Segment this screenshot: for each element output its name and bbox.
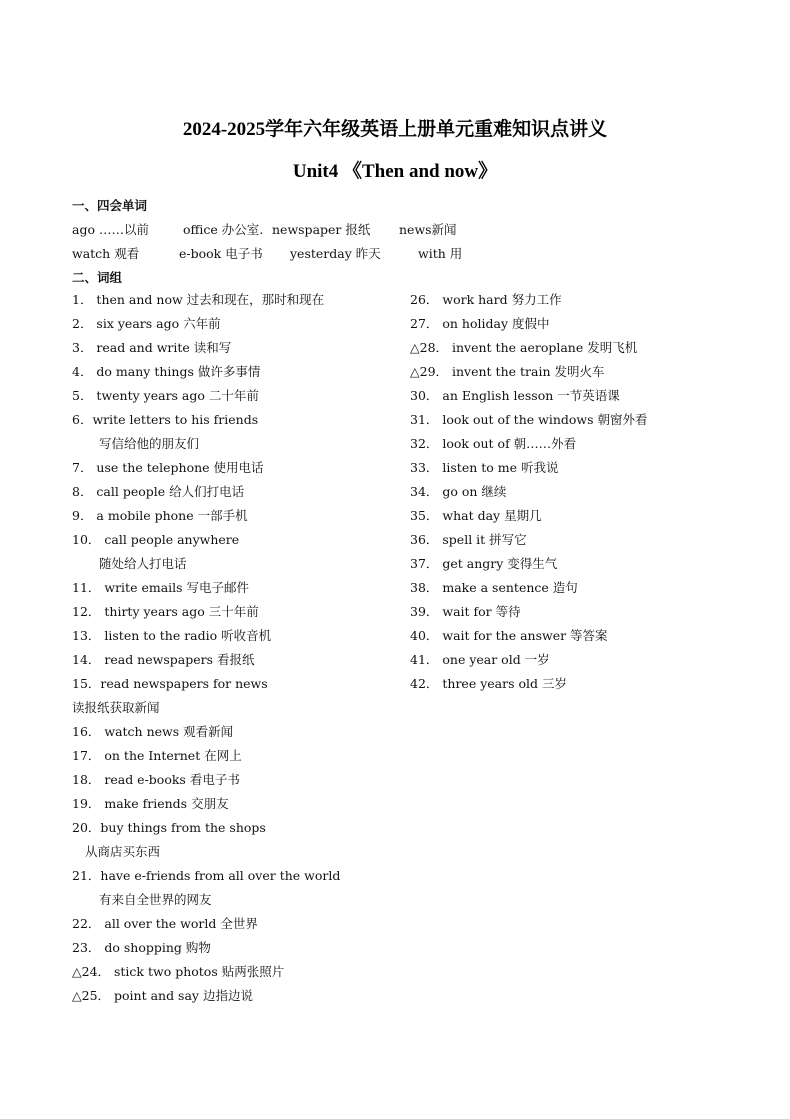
phrase-item: 5． twenty years ago 二十年前	[72, 388, 259, 403]
phrase-item: 42． three years old 三岁	[410, 676, 567, 691]
phrase-item: 6．write letters to his friends	[72, 412, 259, 427]
phrase-item: △25． point and say 边指边说	[72, 988, 253, 1003]
word-item: office 办公室.	[183, 222, 264, 237]
word-item: news新闻	[399, 222, 457, 237]
phrase-item: 19． make friends 交朋友	[72, 796, 229, 811]
phrase-item: 3． read and write 读和写	[72, 340, 232, 355]
phrase-item: △29． invent the train 发明火车	[410, 364, 605, 379]
phrase-item: 41． one year old 一岁	[410, 652, 550, 667]
phrase-item: 37． get angry 变得生气	[410, 556, 558, 571]
phrase-item: 1． then and now 过去和现在，那时和现在	[72, 292, 325, 307]
phrase-item: 23． do shopping 购物	[72, 940, 211, 955]
phrase-item: 18． read e-books 看电子书	[72, 772, 240, 787]
phrase-item: 12． thirty years ago 三十年前	[72, 604, 259, 619]
word-item: with 用	[418, 246, 463, 261]
phrase-item: 31． look out of the windows 朝窗外看	[410, 412, 648, 427]
phrase-item: 4． do many things 做许多事情	[72, 364, 261, 379]
phrase-translation: 随处给人打电话	[99, 556, 187, 571]
phrase-item: 38． make a sentence 造句	[410, 580, 578, 595]
phrase-item: 27． on holiday 度假中	[410, 316, 550, 331]
phrase-item: 33． listen to me 听我说	[410, 460, 559, 475]
phrase-item: 22． all over the world 全世界	[72, 916, 258, 931]
phrase-translation: 从商店买东西	[85, 844, 161, 859]
phrase-item: 39． wait for 等待	[410, 604, 521, 619]
word-item: watch 观看	[72, 246, 140, 261]
word-item: ago ……以前	[72, 222, 149, 237]
phrase-item: 16． watch news 观看新闻	[72, 724, 234, 739]
phrase-translation: 有来自全世界的网友	[99, 892, 212, 907]
phrase-item: 35． what day 星期几	[410, 508, 542, 523]
phrase-item: 7． use the telephone 使用电话	[72, 460, 264, 475]
phrase-item: 14． read newspapers 看报纸	[72, 652, 255, 667]
phrase-item: 20．buy things from the shops	[72, 820, 266, 835]
phrase-translation: 写信给他的朋友们	[99, 436, 200, 451]
phrase-item: 36． spell it 拼写它	[410, 532, 527, 547]
phrase-item: 11． write emails 写电子邮件	[72, 580, 250, 595]
phrase-item: 40． wait for the answer 等答案	[410, 628, 608, 643]
phrase-item: 2． six years ago 六年前	[72, 316, 221, 331]
phrase-item: 30． an English lesson 一节英语课	[410, 388, 620, 403]
phrase-item: 34． go on 继续	[410, 484, 507, 499]
phrase-item: 26． work hard 努力工作	[410, 292, 562, 307]
document-subtitle: Unit4 《Then and now》	[292, 161, 498, 182]
word-item: e-book 电子书	[179, 246, 263, 261]
phrase-item: 10． call people anywhere	[72, 532, 240, 547]
phrase-item: 17． on the Internet 在网上	[72, 748, 242, 763]
phrase-item: 9． a mobile phone 一部手机	[72, 508, 248, 523]
phrase-item: △24． stick two photos 贴两张照片	[72, 964, 285, 979]
word-item: newspaper 报纸	[272, 222, 371, 237]
section-heading-phrases: 二、词组	[72, 270, 123, 285]
phrase-item: △28． invent the aeroplane 发明飞机	[410, 340, 638, 355]
document-title: 2024-2025学年六年级英语上册单元重难知识点讲义	[182, 119, 608, 140]
word-item: yesterday 昨天	[290, 246, 381, 261]
phrase-item: 32． look out of 朝……外看	[410, 436, 577, 451]
section-heading-words: 一、四会单词	[72, 198, 148, 213]
phrase-translation: 读报纸获取新闻	[72, 700, 160, 715]
phrase-item: 8． call people 给人们打电话	[72, 484, 245, 499]
phrase-item: 13． listen to the radio 听收音机	[72, 628, 272, 643]
phrase-item: 15．read newspapers for news	[72, 676, 268, 691]
phrase-item: 21．have e-friends from all over the world	[72, 868, 341, 883]
